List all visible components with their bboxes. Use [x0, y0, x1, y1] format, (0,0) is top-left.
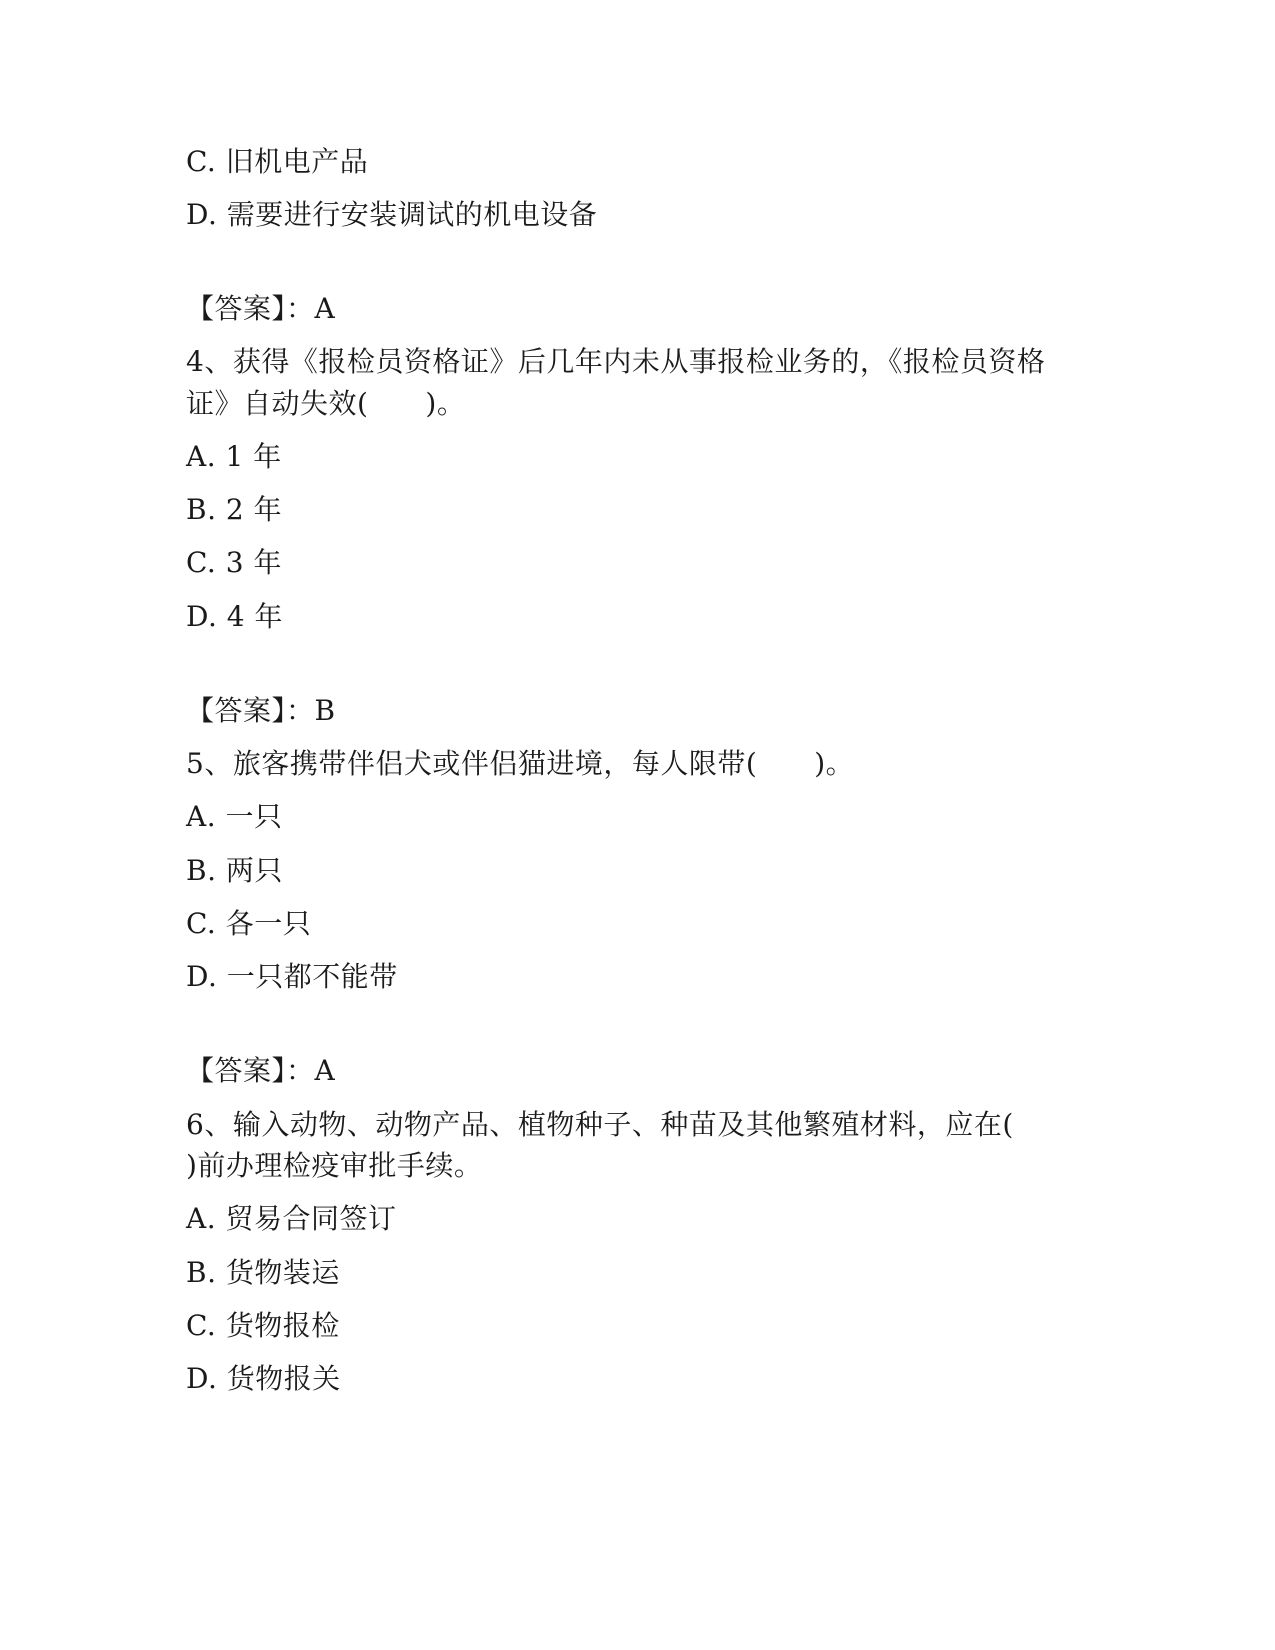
answer-label: 【答案】：A	[186, 1054, 336, 1087]
option-d: D. 4 年	[186, 600, 283, 633]
question-stem: )前办理检疫审批手续。	[186, 1149, 483, 1182]
option-c: C. 旧机电产品	[186, 145, 369, 178]
question-stem: 5、旅客携带伴侣犬或伴侣猫进境，每人限带( )。	[186, 747, 855, 780]
answer-label: 【答案】：A	[186, 292, 336, 325]
option-b: B. 两只	[186, 854, 283, 887]
option-c: C. 3 年	[186, 546, 282, 579]
option-a: A. 1 年	[186, 440, 282, 473]
answer-label: 【答案】：B	[186, 694, 336, 727]
option-d: D. 货物报关	[186, 1362, 341, 1395]
question-stem: 6、输入动物、动物产品、植物种子、种苗及其他繁殖材料，应在(	[186, 1108, 1014, 1141]
question-stem: 4、获得《报检员资格证》后几年内未从事报检业务的，《报检员资格	[186, 345, 1046, 378]
option-c: C. 货物报检	[186, 1309, 340, 1342]
option-b: B. 2 年	[186, 493, 283, 526]
option-d: D. 一只都不能带	[186, 960, 398, 993]
option-b: B. 货物装运	[186, 1256, 340, 1289]
option-d: D. 需要进行安装调试的机电设备	[186, 198, 598, 231]
question-stem: 证》自动失效( )。	[186, 387, 466, 420]
option-a: A. 贸易合同签订	[186, 1202, 397, 1235]
option-c: C. 各一只	[186, 907, 312, 940]
option-a: A. 一只	[186, 800, 283, 833]
